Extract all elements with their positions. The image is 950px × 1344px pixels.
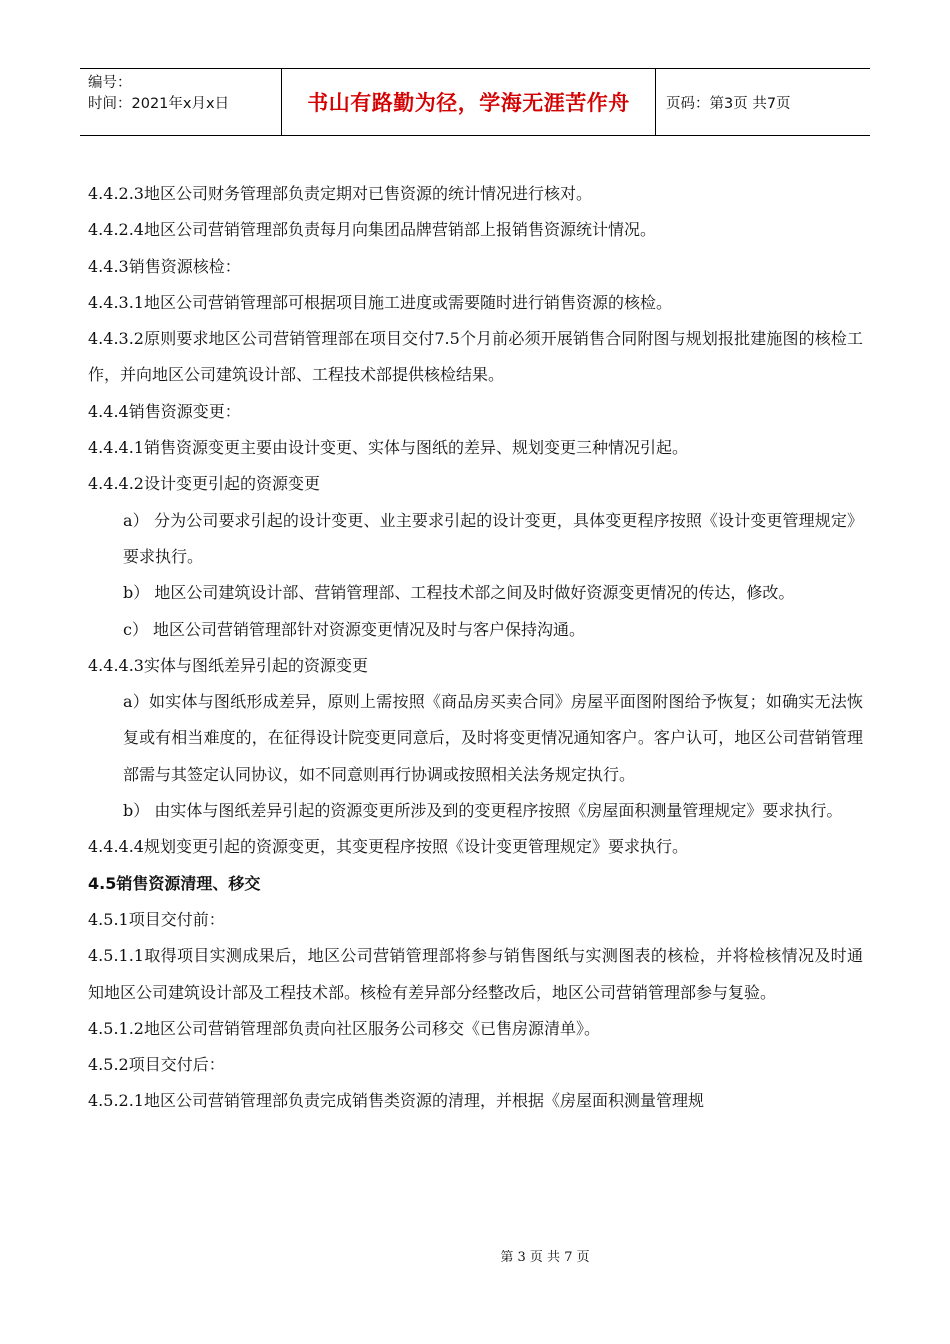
clause-4-5-2: 4.5.2项目交付后： — [88, 1055, 225, 1075]
page-footer: 第 3 页 共 7 页 — [500, 1250, 590, 1265]
clause-4-4-3-2: 4.4.3.2原则要求地区公司营销管理部在项目交付7.5个月前必须开展销售合同附图与规划报批建施图的核检工作，并向地区公司建筑设计部、工程技术部提供核检结果。 — [88, 329, 863, 385]
page-header — [80, 68, 870, 136]
clause-4-5-1-1: 4.5.1.1取得项目实测成果后，地区公司营销管理部将参与销售图纸与实测图表的核检，并将检核情况及时通知地区公司建筑设计部及工程技术部。核检有差异部分经整改后，地区公司营销管理部参与复验。 — [88, 946, 863, 1002]
header-motto: 书山有路勤为径，学海无涯苦作舟 — [282, 69, 656, 135]
header-meta — [80, 69, 282, 135]
header-page-info: 页码：第3页 共7页 — [666, 95, 791, 112]
clause-4-5-1-2: 4.5.1.2地区公司营销管理部负责向社区服务公司移交《已售房源清单》。 — [88, 1018, 600, 1038]
item-a-discrepancy: a）如实体与图纸形成差异，原则上需按照《商品房买卖合同》房屋平面图附图给予恢复；如确实无法恢复或有相当难度的，在征得设计院变更同意后，及时将变更情况通知客户。客户认可，地区公司营销管理部需与其签定认同协议，如不同意则再行协调或按照相关法务规定执行。 — [123, 692, 863, 784]
clause-4-4-4-4: 4.4.4.4规划变更引起的资源变更，其变更程序按照《设计变更管理规定》要求执行。 — [88, 837, 688, 857]
time-label: 时间：2021年x月x日 — [88, 96, 230, 112]
clause-4-4-4-3: 4.4.4.3实体与图纸差异引起的资源变更 — [88, 655, 368, 675]
clause-4-4-2-3: 4.4.2.3地区公司财务管理部负责定期对已售资源的统计情况进行核对。 — [88, 184, 592, 203]
clause-4-4-4-2: 4.4.4.2设计变更引起的资源变更 — [88, 474, 320, 494]
clause-4-4-3: 4.4.3销售资源核检： — [88, 256, 241, 276]
item-b-design-change: b） 地区公司建筑设计部、营销管理部、工程技术部之间及时做好资源变更情况的传达，修改。 — [123, 583, 795, 603]
clause-4-5-1: 4.5.1项目交付前： — [88, 909, 225, 929]
clause-4-4-4: 4.4.4销售资源变更： — [88, 401, 241, 421]
item-a-design-change: a） 分为公司要求引起的设计变更、业主要求引起的设计变更，具体变更程序按照《设计变更管理规定》要求执行。 — [123, 510, 863, 566]
clause-4-4-3-1: 4.4.3.1地区公司营销管理部可根据项目施工进度或需要随时进行销售资源的核检。 — [88, 292, 672, 312]
item-c-design-change: c） 地区公司营销管理部针对资源变更情况及时与客户保持沟通。 — [123, 619, 586, 639]
clause-4-4-2-4: 4.4.2.4地区公司营销管理部负责每月向集团品牌营销部上报销售资源统计情况。 — [88, 220, 656, 240]
serial-label: 编号： — [88, 75, 132, 91]
clause-4-4-4-1: 4.4.4.1销售资源变更主要由设计变更、实体与图纸的差异、规划变更三种情况引起。 — [88, 438, 688, 458]
clause-4-5-2-1: 4.5.2.1地区公司营销管理部负责完成销售类资源的清理，并根据《房屋面积测量管理规 — [88, 1091, 704, 1111]
document-body — [88, 176, 863, 1120]
item-b-discrepancy: b） 由实体与图纸差异引起的资源变更所涉及到的变更程序按照《房屋面积测量管理规定》要求执行。 — [123, 801, 843, 821]
section-heading-4-5: 4.5销售资源清理、移交 — [88, 873, 261, 893]
